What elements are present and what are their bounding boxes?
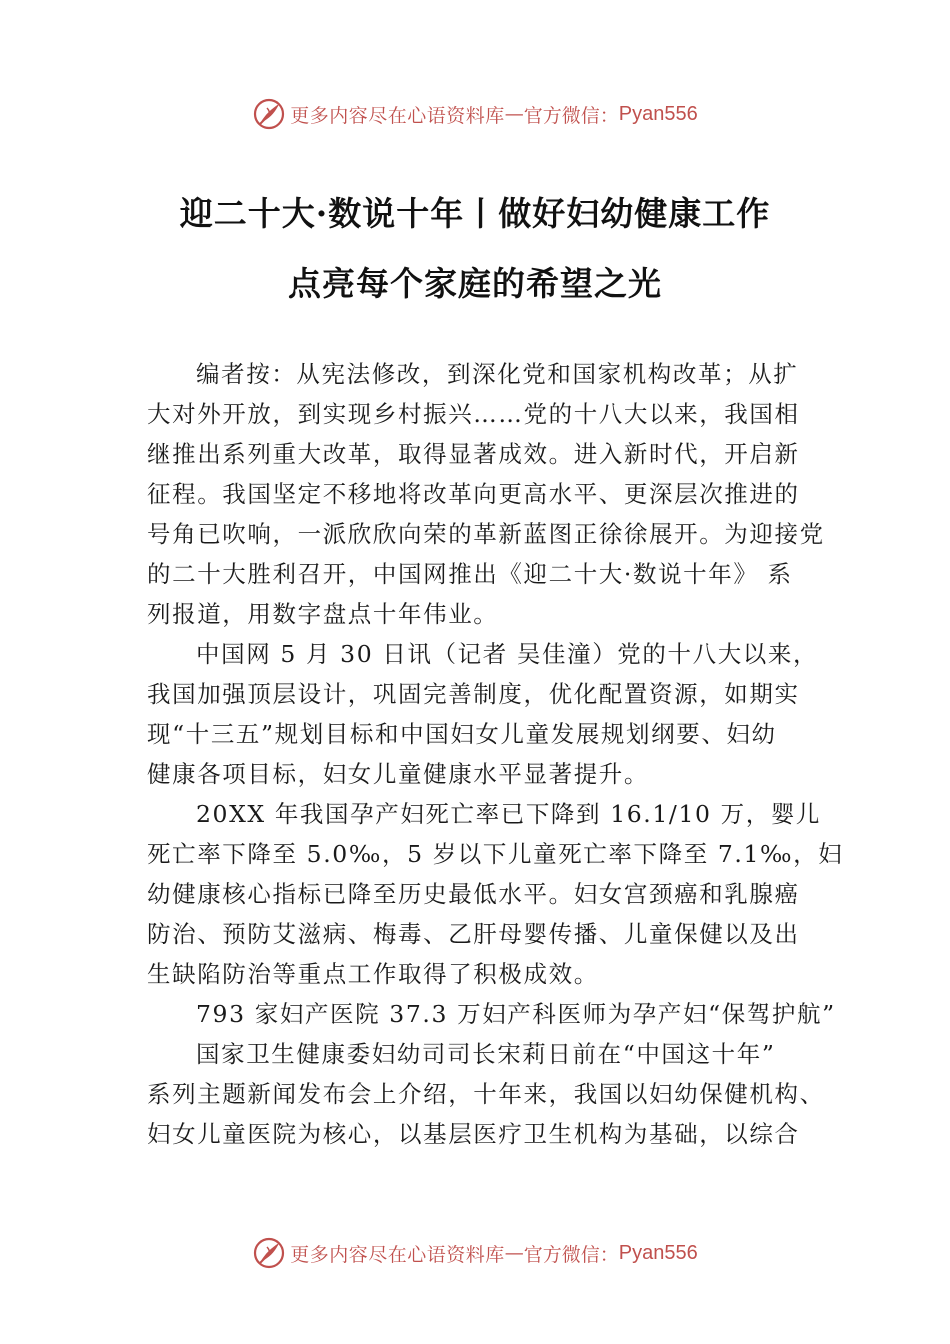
body-line: 号角已吹响，一派欣欣向荣的革新蓝图正徐徐展开。为迎接党 (147, 520, 825, 548)
banner-wechat-label: 官方微信： (523, 104, 619, 127)
body-line: 我国加强顶层设计，巩固完善制度，优化配置资源，如期实 (147, 680, 800, 708)
body-line: 现“十三五”规划目标和中国妇女儿童发展规划纲要、妇幼 (147, 720, 777, 748)
header-banner (0, 94, 950, 134)
body-line: 防治、预防艾滋病、梅毒、乙肝母婴传播、儿童保健以及出 (147, 920, 800, 948)
body-line: 的二十大胜利召开，中国网推出《迎二十大·数说十年》 系 (147, 560, 793, 588)
body-line: 健康各项目标，妇女儿童健康水平显著提升。 (147, 760, 649, 788)
body-line: 死亡率下降至 5.0‰，5 岁以下儿童死亡率下降至 7.1‰，妇 (147, 840, 844, 868)
footer-banner (0, 1233, 950, 1273)
article-body (147, 354, 844, 1154)
body-line: 生缺陷防治等重点工作取得了积极成效。 (147, 960, 599, 988)
section-heading: 793 家妇产医院 37.3 万妇产科医师为孕产妇“保驾护航” (196, 1000, 836, 1028)
body-line: 列报道，用数字盘点十年伟业。 (147, 600, 499, 628)
article-title-line-1: 迎二十大·数说十年丨做好妇幼健康工作 (179, 194, 771, 233)
body-line: 大对外开放，到实现乡村振兴……党的十八大以来，我国相 (147, 400, 800, 428)
body-line: 编者按：从宪法修改，到深化党和国家机构改革；从扩 (196, 360, 799, 388)
banner-separator: — (504, 103, 524, 125)
quill-logo-icon (252, 1236, 286, 1270)
body-line: 继推出系列重大改革，取得显著成效。进入新时代，开启新 (147, 440, 800, 468)
article-title-line-2: 点亮每个家庭的希望之光 (288, 264, 662, 303)
banner-separator: — (504, 1242, 524, 1264)
banner-slogan: 更多内容尽在心语资料库 (290, 104, 505, 127)
quill-logo-icon (252, 97, 286, 131)
body-line: 国家卫生健康委妇幼司司长宋莉日前在“中国这十年” (196, 1040, 776, 1068)
banner-wechat-id: Pyan556 (618, 1241, 698, 1264)
body-line: 妇女儿童医院为核心，以基层医疗卫生机构为基础，以综合 (147, 1120, 800, 1148)
banner-wechat-id: Pyan556 (618, 102, 698, 125)
banner-slogan: 更多内容尽在心语资料库 (290, 1243, 505, 1266)
body-line: 征程。我国坚定不移地将改革向更高水平、更深层次推进的 (147, 480, 800, 508)
body-line: 系列主题新闻发布会上介绍，十年来，我国以妇幼保健机构、 (147, 1080, 825, 1108)
body-line: 幼健康核心指标已降至历史最低水平。妇女宫颈癌和乳腺癌 (147, 880, 800, 908)
banner-wechat-label: 官方微信： (523, 1243, 619, 1266)
body-line: 中国网 5 月 30 日讯（记者 吴佳潼）党的十八大以来， (196, 640, 819, 668)
body-line: 20XX 年我国孕产妇死亡率已下降到 16.1/10 万，婴儿 (196, 800, 822, 828)
